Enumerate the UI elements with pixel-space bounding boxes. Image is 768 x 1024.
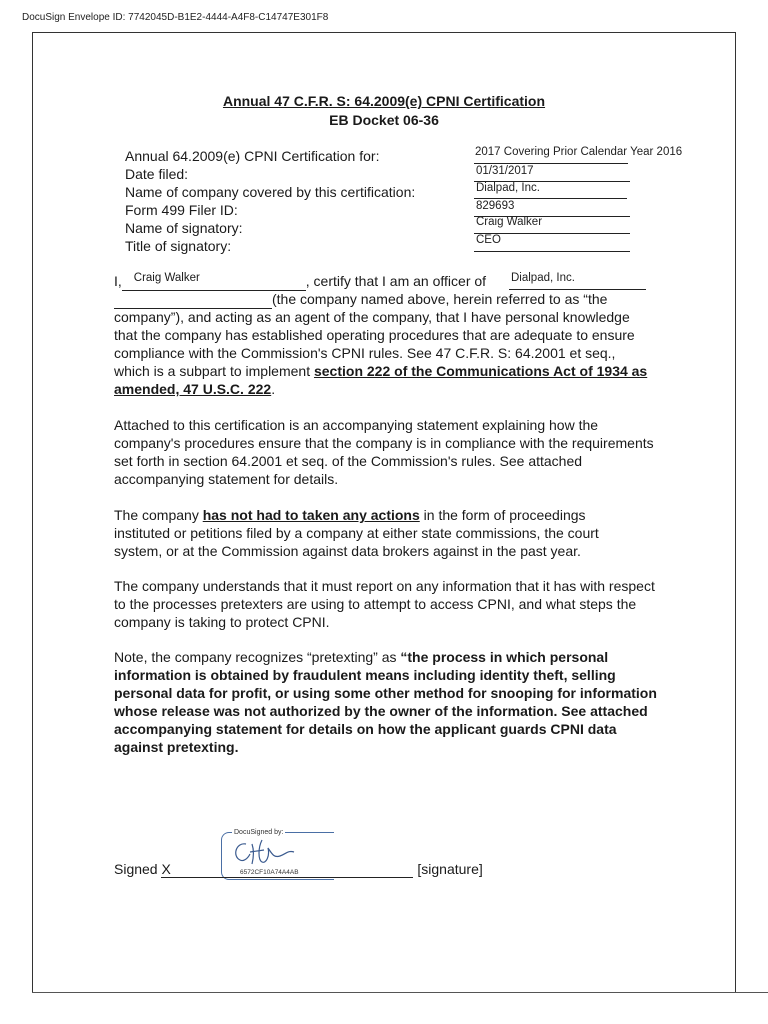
certification-line-1: I, Craig Walker , certify that I am an officer of (114, 272, 487, 289)
value-date-filed: 01/31/2017 (476, 165, 534, 177)
pretexting-definition: “the process in which personal information is obtained by fraudulent means including identity theft, selling personal data for profit, or using some other method for snooping for information whose release was not authorized by the owner of the information. See attached accompanying statement for details on how the applicant guards CPNI data against pretexting. (114, 649, 657, 755)
label-signatory-name: Name of signatory: (125, 220, 243, 236)
understands-paragraph: The company understands that it must report on any information that it has with respect to the processes pretexters are using to attempt to access CPNI, and what steps the company is taking to protect CPNI. (114, 578, 655, 630)
label-filer-id: Form 499 Filer ID: (125, 202, 238, 218)
label-date-filed: Date filed: (125, 166, 189, 182)
actions-emphasis: has not had to taken any actions (202, 507, 420, 523)
docusigned-by-label: DocuSigned by: (234, 829, 284, 836)
page-bottom-rule (32, 992, 768, 993)
signature-line: Signed X [signature] (114, 861, 483, 877)
value-signatory-title: CEO (476, 234, 501, 246)
docket-number: EB Docket 06-36 (329, 112, 439, 128)
company-name-fill: Dialpad, Inc. (511, 272, 575, 284)
signatory-name-blank: Craig Walker (122, 272, 306, 291)
value-company-name: Dialpad, Inc. (476, 182, 540, 194)
signature-blank: X (161, 861, 413, 878)
company-name-blank (114, 290, 272, 309)
statute-reference: section 222 of the Communications Act of 1934 as amended, 47 U.S.C. 222 (114, 363, 648, 397)
underline (474, 198, 627, 199)
signature-id: 6572CF10A74A4AB (240, 869, 299, 876)
certification-line-2: (the company named above, herein referred to as “the (114, 290, 674, 309)
underline (474, 163, 628, 164)
value-signatory-name: Craig Walker (476, 216, 543, 228)
underline (474, 251, 630, 252)
attached-statement-paragraph: Attached to this certification is an accompanying statement explaining how the company's procedures ensure that the company is in compliance with the requirements set forth in section 64.2001 et seq. of the Commission's rules. See attached accompanying statement for details. (114, 417, 654, 487)
certification-body: company”), and acting as an agent of the company, that I have personal knowledge that the company has established operating procedures that are adequate to ensure compliance with the Commission's CPNI rules. See 47 C.F.R. S: 64.2001 et seq., which is a subpart to implement section 222 of the Communications Act of 1934 as amended, 47 U.S.C. 222. (114, 309, 648, 397)
envelope-id: DocuSign Envelope ID: 7742045D-B1E2-4444-A4F8-C14747E301F8 (22, 12, 329, 23)
document-title: Annual 47 C.F.R. S: 64.2009(e) CPNI Certification (222, 93, 546, 109)
pretexting-note-paragraph: Note, the company recognizes “pretexting” as “the process in which personal information is obtained by fraudulent means including identity theft, selling personal data for profit, or using some other method for snooping for information whose release was not authorized by the owner of the information. See attached accompanying statement for details on how the applicant guards CPNI data against pretexting. (114, 649, 657, 755)
form-labels (125, 147, 415, 255)
value-certification-for: 2017 Covering Prior Calendar Year 2016 (475, 146, 683, 158)
label-company-name: Name of company covered by this certification: (125, 184, 416, 200)
label-signatory-title: Title of signatory: (125, 238, 232, 254)
label-certification-for: Annual 64.2009(e) CPNI Certification for: (125, 148, 380, 164)
actions-paragraph: The company has not had to taken any actions in the form of proceedings instituted or petitions filed by a company at either state commissions, the court system, or at the Commission against data brokers against in the past year. (114, 507, 599, 559)
value-filer-id: 829693 (476, 200, 515, 212)
